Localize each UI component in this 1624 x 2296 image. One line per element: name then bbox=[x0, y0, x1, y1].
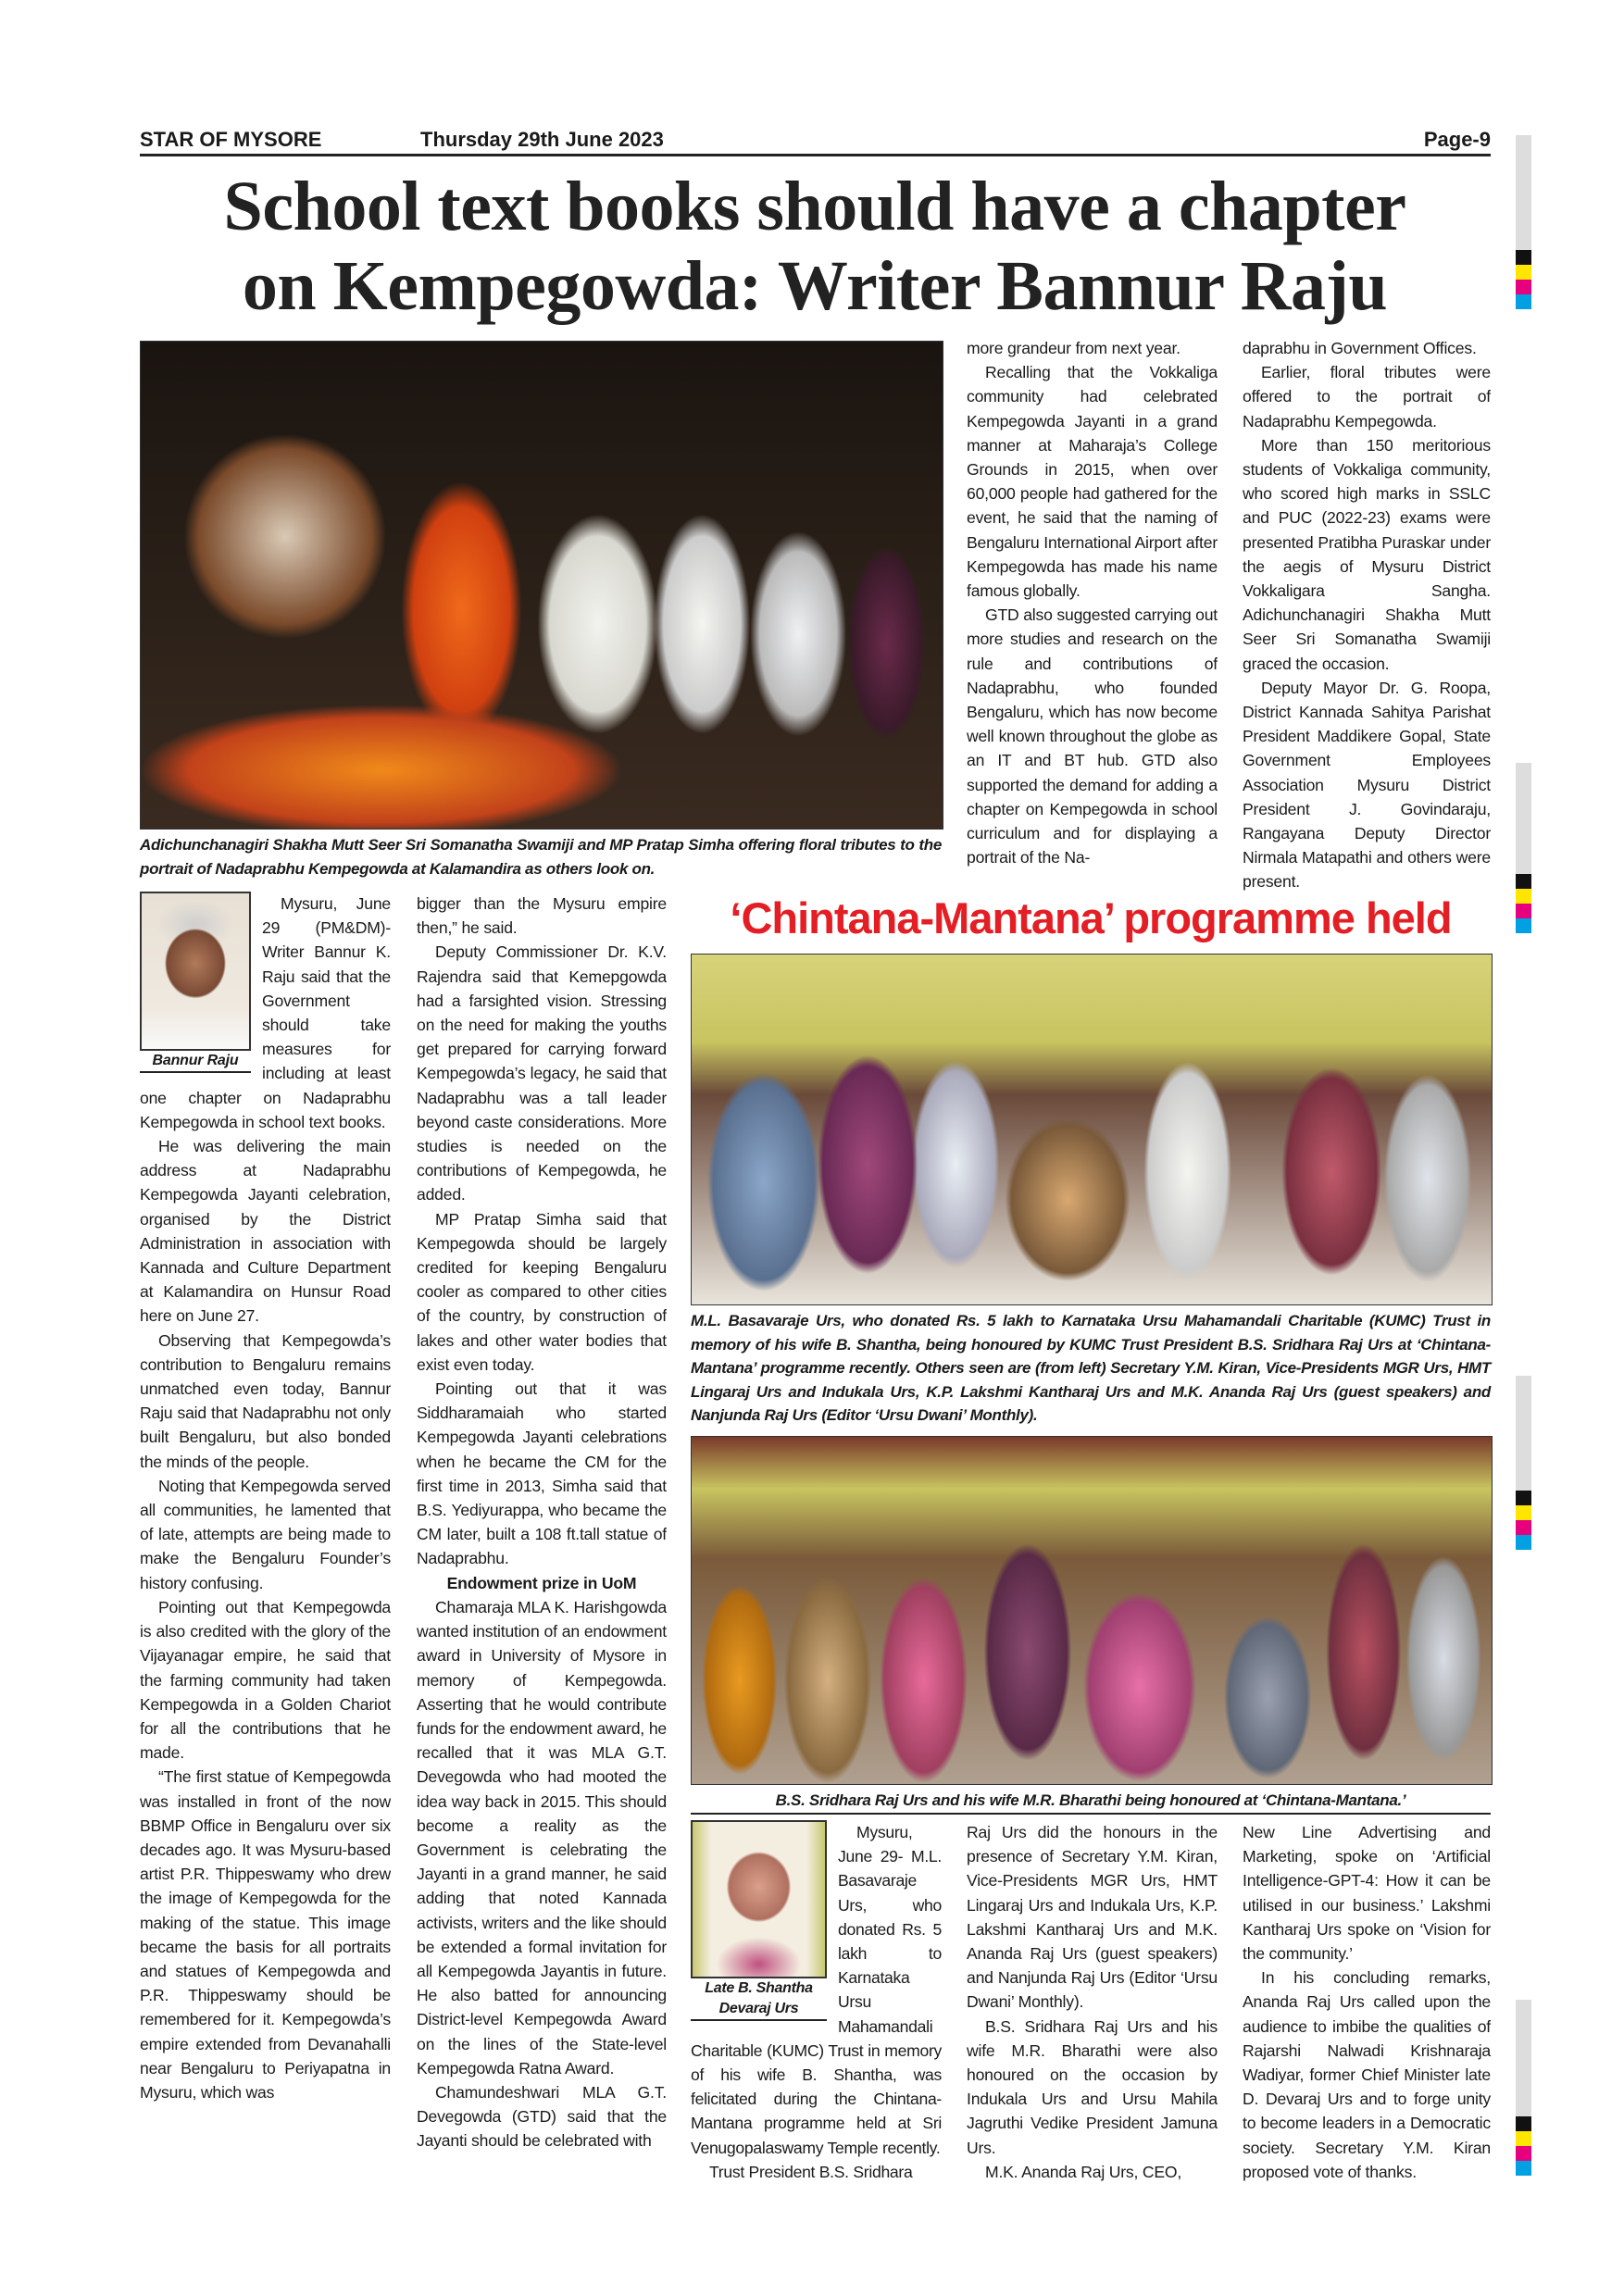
paragraph: B.S. Sridhara Raj Urs and his wife M.R. Bharathi were also honoured on the occasion by Indukala Urs and Ursu Mahila Jagruthi Vedike President Jamuna Urs. bbox=[967, 2016, 1218, 2157]
main-headline bbox=[130, 167, 1500, 326]
paragraph: Pointing out that Kempegowda is also credited with the glory of the Vijayanagar empire, he said that the farming community had taken Kempegowda in a Golden Chariot for all the contributions that he made. bbox=[140, 1597, 391, 1763]
headline-line-1: School text books should have a chapter bbox=[223, 168, 1406, 245]
chintana-photo-1-caption: M.L. Basavaraje Urs, who donated Rs. 5 lakh to Karnataka Ursu Mahamandali Charitable (KUMC) Trust in memory of his wife B. Shantha, being honoured by KUMC Trust President B.S. Sridhara Raj Urs at ‘Chintana-Mantana’ programme recently. Others seen are (from left) Secretary Y.M. Kiran, Vice-Presidents MGR Urs, HMT Lingaraj Urs and Indukala Urs, K.P. Lakshmi Kantharaj Urs and M.K. Ananda Raj Urs (guest speakers) and Nanjunda Raj Urs (Editor ‘Ursu Dwani’ Monthly). bbox=[691, 1312, 1491, 1424]
registration-strip bbox=[1516, 135, 1531, 309]
paragraph: Recalling that the Vokkaliga community had celebrated Kempegowda Jayanti in a grand manner at Maharaja’s College Grounds in 2015, when over 60,000 people had gathered for the event, he said that the naming of Bengaluru International Airport after Kempegowda has made his name famous globally. bbox=[967, 363, 1218, 601]
paragraph: M.K. Ananda Raj Urs, CEO, bbox=[985, 2162, 1182, 2181]
subheading: Endowment prize in UoM bbox=[446, 1573, 637, 1592]
paragraph: Mysuru, June 29 (PM&DM)- Writer Bannur K. Raju said that the Government should take measures for including at least one chapter on Nadaprabhu Kempegowda in school text books. bbox=[140, 894, 391, 1131]
main-story-column-2 bbox=[417, 892, 667, 2184]
registration-strip bbox=[1516, 2000, 1531, 2176]
shantha-caption-line-2: Devaraj Urs bbox=[718, 2001, 799, 2016]
second-story-column-2 bbox=[967, 1820, 1218, 2184]
paper-name: STAR OF MYSORE bbox=[140, 128, 322, 151]
headline-line-2: on Kempegowda: Writer Bannur Raju bbox=[242, 247, 1388, 325]
paragraph: In his concluding remarks, Ananda Raj Urs called upon the audience to imbibe the qualities of Rajarshi Nalwadi Krishnaraja Wadiyar, former Chief Minister late D. Devaraj Urs and to forge unity to become leaders in a Democratic society. Secretary Y.M. Kiran proposed vote of thanks. bbox=[1243, 1968, 1491, 2181]
paragraph: GTD also suggested carrying out more studies and research on the rule and contributions of Nadaprabhu, who founded Bengaluru, which has now become well known throughout the globe as an IT and BT hub. GTD also supported the demand for adding a chapter on Kempegowda in school curriculum and for displaying a portrait of the Na- bbox=[967, 605, 1218, 867]
caption-rule bbox=[691, 1813, 1491, 1815]
paragraph: “The first statue of Kempegowda was installed in front of the now BBMP Office in Bengaluru over six decades ago. It was Mysuru-based artist P.R. Thippeswamy who drew the image of Kempegowda for the making of the statue. This image became the basis for all portraits and statues of Kempegowda and P.R. Thippeswamy should be remembered for it. Kempegowda’s empire extended from Devanahalli near Bengaluru to Periyapatna in Mysuru, which was bbox=[140, 1767, 391, 2102]
chintana-photo-2 bbox=[691, 1436, 1493, 1785]
registration-strip bbox=[1516, 1376, 1531, 1550]
paragraph: Raj Urs did the honours in the presence of Secretary Y.M. Kiran, Vice-Presidents MGR Urs, HMT Lingaraj Urs and Indukala Urs, K.P. Lakshmi Kantharaj Urs and M.K. Ananda Raj Urs (guest speakers) and Nanjunda Raj Urs (Editor ‘Ursu Dwani’ Monthly). bbox=[967, 1823, 1218, 2012]
paragraph: daprabhu in Government Offices. bbox=[1243, 339, 1477, 357]
paragraph: Deputy Commissioner Dr. K.V. Rajendra said that Kemepgowda had a farsighted vision. Stressing on the need for making the youths get prepared for carrying forward Kempegowda’s legacy, he said that Nadaprabhu was a tall leader beyond caste considerations. More studies is needed on the contributions of Kempegowda, he added. bbox=[417, 942, 667, 1204]
paragraph: bigger than the Mysuru empire then,” he said. bbox=[417, 894, 667, 938]
second-headline: ‘Chintana-Mantana’ programme held bbox=[730, 893, 1452, 942]
shantha-caption bbox=[691, 1978, 827, 2021]
main-photo-caption: Adichunchanagiri Shakha Mutt Seer Sri Somanatha Swamiji and MP Pratap Simha offering floral tributes to the portrait of Nadaprabhu Kempegowda at Kalamandira as others look on. bbox=[140, 836, 942, 878]
registration-strip bbox=[1516, 763, 1531, 933]
shantha-inset bbox=[691, 1820, 827, 2021]
paragraph: Trust President B.S. Sridhara bbox=[709, 2162, 913, 2181]
paragraph: New Line Advertising and Marketing, spoke on ‘Artificial Intelligence-GPT-4: How it can be utilised in our business.’ Lakshmi Kantharaj Urs spoke on ‘Vision for the community.’ bbox=[1243, 1823, 1491, 1964]
main-story-column-3 bbox=[967, 336, 1218, 893]
paragraph: MP Pratap Simha said that Kempegowda should be largely credited for keeping Bengaluru cooler as compared to other cities of the country, by construction of lakes and other water bodies that exist even today. bbox=[417, 1209, 667, 1374]
paragraph: more grandeur from next year. bbox=[967, 339, 1181, 357]
main-story-column-1 bbox=[140, 892, 391, 2184]
paragraph: Noting that Kempegowda served all communities, he lamented that of late, attempts are being made to make the Bengaluru Founder’s history confusing. bbox=[140, 1476, 391, 1592]
paragraph: He was delivering the main address at Nadaprabhu Kempegowda Jayanti celebration, organised by the District Administration in association with Kannada and Culture Department at Kalamandira on Hunsur Road here on June 27. bbox=[140, 1137, 391, 1326]
main-photo bbox=[140, 341, 943, 830]
paragraph: Mysuru, June 29- M.L. Basavaraje Urs, who donated Rs. 5 lakh to Karnataka Ursu Mahamandali Charitable (KUMC) Trust in memory of his wife B. Shantha, was felicitated during the Chintana-Mantana programme held at Sri Venugopalaswamy Temple recently. bbox=[691, 1823, 942, 2157]
second-story-column-1 bbox=[691, 1820, 942, 2184]
page-number: Page-9 bbox=[1423, 128, 1491, 151]
bannur-raju-inset bbox=[140, 892, 251, 1073]
paragraph: Pointing out that it was Siddharamaiah who started Kempegowda Jayanti celebrations when he became the CM for the first time in 2013, Simha said that B.S. Yediyurappa, who became the CM later, built a 108 ft.tall statue of Nadaprabhu. bbox=[417, 1379, 667, 1568]
header-rule bbox=[140, 154, 1491, 156]
issue-date: Thursday 29th June 2023 bbox=[420, 128, 664, 151]
shantha-photo bbox=[691, 1820, 827, 1978]
chintana-photo-1 bbox=[691, 954, 1493, 1305]
paragraph: Observing that Kempegowda’s contribution to Bengaluru remains unmatched even today, Bannur Raju said that Nadaprabhu not only built Bengaluru, but also bonded the minds of the people. bbox=[140, 1330, 391, 1471]
paragraph: Deputy Mayor Dr. G. Roopa, District Kannada Sahitya Parishat President Maddikere Gopal, State Government Employees Association Mysuru District President J. Govindaraju, Rangayana Deputy Director Nirmala Matapathi and others were present. bbox=[1243, 678, 1491, 892]
shantha-caption-line-1: Late B. Shantha bbox=[705, 1980, 813, 1996]
main-story-column-4 bbox=[1243, 336, 1491, 893]
paragraph: Chamundeshwari MLA G.T. Devegowda (GTD) said that the Jayanti should be celebrated with bbox=[417, 2082, 667, 2151]
second-story-column-3 bbox=[1243, 1820, 1491, 2184]
paragraph: Chamaraja MLA K. Harishgowda wanted institution of an endowment award in University of Mysore in memory of Kempegowda. Asserting that he would contribute funds for the endowment award, he recalled that it was MLA G.T. Devegowda who had mooted the idea way back in 2015. This should become a reality as the Government is celebrating the Jayanti in a grand manner, he said adding that noted Kannada activists, writers and the like should be extended a formal invitation for all Kempegowda Jayantis in future. He also batted for announcing District-level Kempegowda Award on the lines of the State-level Kempegowda Ratna Award. bbox=[417, 1597, 667, 2078]
paragraph: More than 150 meritorious students of Vokkaliga community, who scored high marks in SSLC and PUC (2022-23) exams were presented Pratibha Puraskar under the aegis of Mysuru District Vokkaligara Sangha. Adichunchanagiri Shakha Mutt Seer Sri Somanatha Swamiji graced the occasion. bbox=[1243, 435, 1491, 673]
bannur-raju-photo bbox=[140, 892, 251, 1051]
paragraph: Earlier, floral tributes were offered to the portrait of Nadaprabhu Kempegowda. bbox=[1243, 363, 1491, 430]
bannur-raju-caption: Bannur Raju bbox=[140, 1051, 251, 1073]
chintana-photo-2-caption: B.S. Sridhara Raj Urs and his wife M.R. Bharathi being honoured at ‘Chintana-Mantana.’ bbox=[775, 1791, 1406, 1809]
